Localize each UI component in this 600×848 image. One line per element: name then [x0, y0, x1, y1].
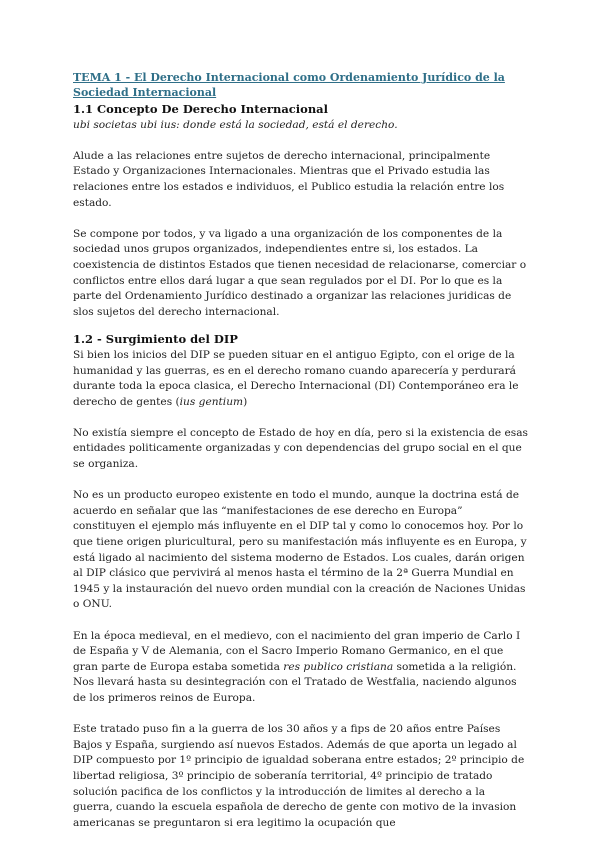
paragraph-2: Se compone por todos, y va ligado a una organización de los componentes de la sociedad unos grupos organizados, independientes entre si, los estados. La coexistencia de distintos Estados que tienen necesidad de relacionarse, comerciar o conflictos entre ellos dará lugar a que sean regulados por el DI. Por lo que es la parte del Ordenamiento Jurídico destinado a organizar las relaciones juridicas de slos sujetos del derecho internacional.: [73, 227, 527, 318]
paragraph-4: No existía siempre el concepto de Estado de hoy en día, pero si la existencia de esas entidades politicamente organizadas y con dependencias del grupo social en el que se organiza.: [73, 426, 528, 471]
paragraph-3: [73, 348, 528, 410]
paragraph-1: Alude a las relaciones entre sujetos de derecho internacional, principalmente Estado y Organizaciones Internacionales. Mientras que el Privado estudia las relaciones entre los estados e individuos, el Publico estudia la relación entre los estado.: [73, 149, 505, 209]
paragraph-3-text-b: ): [243, 395, 248, 408]
paragraph-3-text-a: Si bien los inicios del DIP se pueden situar en el antiguo Egipto, con el orige de la humanidad y las guerras, es en el derecho romano cuando aparecería y perdurará durante toda la epoca clasica, el Derecho Internacional (DI) Contemporáneo era le derecho de gentes (: [73, 348, 519, 408]
paragraph-5: No es un producto europeo existente en todo el mundo, aunque la doctrina está de acuerdo en señalar que las “manifestaciones de ese derecho en Europa” constituyen el ejemplo más influyente en el DIP tal y como lo conocemos hoy. Por lo que tiene origen pluricultural, pero su manifestación más influyente es en Europa, y está ligado al nacimiento del sistema moderno de Estados. Los cuales, darán origen al DIP clásico que pervivirá al menos hasta el término de la 2ª Guerra Mundial en 1945 y la instauración del nuevo orden mundial con la creación de Naciones Unidas o ONU.: [73, 489, 527, 611]
paragraph-6: [73, 629, 528, 707]
latin-quote: ubi societas ubi ius: donde está la sociedad, está el derecho.: [73, 118, 398, 131]
paragraph-6-text-b: sometida a la religión. Nos llevará hasta su desintegración con el Tratado de Westfalia, naciendo algunos de los primeros reinos de Europa.: [73, 660, 517, 704]
document-page: [73, 70, 528, 831]
paragraph-3-italic: ius gentium: [179, 395, 244, 408]
section-heading-surgimiento: 1.2 - Surgimiento del DIP: [73, 332, 238, 347]
paragraph-7: Este tratado puso fin a la guerra de los 30 años y a fips de 20 años entre Países Bajos y España, surgiendo así nuevos Estados. Además de que aporta un legado al DIP compuesto por 1º principio de igualdad soberana entre estados; 2º principio de libertad religiosa, 3º principio de soberanía territorial, 4º principio de tratado solución pacifica de los conflictos y la introducción de limites al derecho a la guerra, cuando la escuela española de derecho de gente con motivo de la invasion americanas se preguntaron si era legitimo la ocupación que: [73, 723, 525, 829]
tema-title[interactable]: TEMA 1 - El Derecho Internacional como Ordenamiento Jurídico de la Sociedad Internacional: [73, 71, 505, 99]
paragraph-6-italic: res publico cristiana: [283, 660, 394, 673]
section-heading-concepto: 1.1 Concepto De Derecho Internacional: [73, 102, 328, 116]
paragraph-6-text-a: En la época medieval, en el medievo, con el nacimiento del gran imperio de Carlo I de España y V de Alemania, con el Sacro Imperio Romano Germanico, en el que gran parte de Europa estaba sometida: [73, 629, 521, 673]
